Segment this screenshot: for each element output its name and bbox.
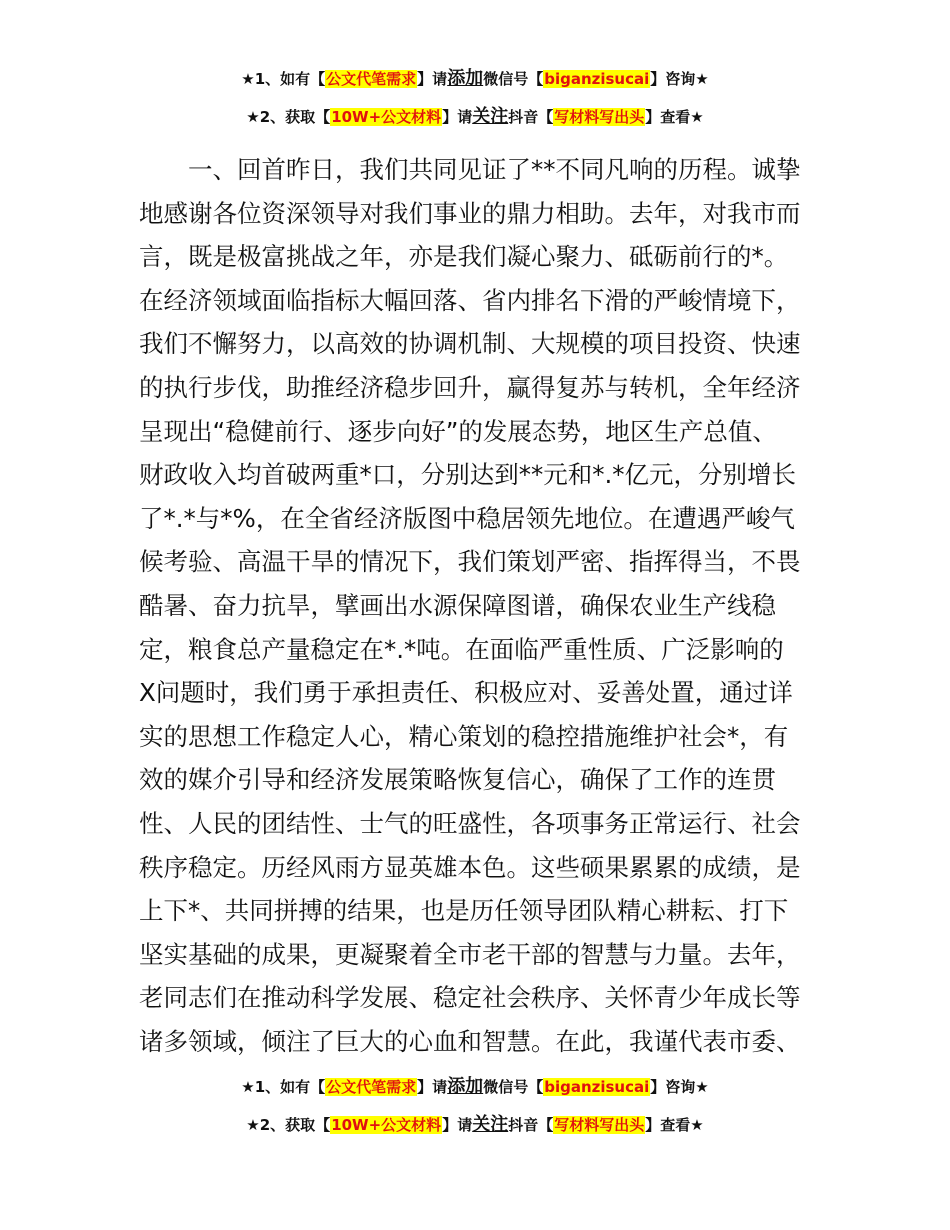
promo-text: 】请 xyxy=(417,70,448,88)
body-line: 酷暑、奋力抗旱，擘画出水源保障图谱，确保农业生产线稳 xyxy=(139,590,776,620)
body-line: 财政收入均首破两重*口，分别达到**元和*.*亿元，分别增长 xyxy=(139,460,797,490)
footer-promo-line-2 xyxy=(0,1114,950,1136)
promo-underlined: 关注 xyxy=(472,106,509,127)
body-line: 实的思想工作稳定人心，精心策划的稳控措施维护社会*，有 xyxy=(139,721,789,751)
body-line: 的执行步伐，助推经济稳步回升，赢得复苏与转机，全年经济 xyxy=(139,372,801,402)
body-line: 诸多领域，倾注了巨大的心血和智慧。在此，我谨代表市委、 xyxy=(139,1026,801,1056)
header-promo-line-2 xyxy=(0,106,950,128)
header-promo-line-1 xyxy=(0,68,950,90)
body-line: 定，粮食总产量稳定在*.*吨。在面临严重性质、广泛影响的 xyxy=(139,634,784,664)
body-line: 候考验、高温干旱的情况下，我们策划严密、指挥得当，不畏 xyxy=(139,547,801,577)
body-line: 性、人民的团结性、士气的旺盛性，各项事务正常运行、社会 xyxy=(139,808,801,838)
promo-text: ★2、获取【 xyxy=(246,1116,331,1134)
promo-underlined: 关注 xyxy=(472,1114,509,1135)
promo-text: 】请 xyxy=(442,1116,473,1134)
promo-highlight: 公文代笔需求 xyxy=(326,70,417,88)
promo-underlined: 添加 xyxy=(447,68,484,89)
body-line: 秩序稳定。历经风雨方显英雄本色。这些硕果累累的成绩，是 xyxy=(139,852,801,882)
body-line: 老同志们在推动科学发展、稳定社会秩序、关怀青少年成长等 xyxy=(139,983,801,1013)
body-line: X问题时，我们勇于承担责任、积极应对、妥善处置，通过详 xyxy=(139,678,793,708)
promo-highlight-wechat-id: biganzisucai xyxy=(544,70,650,88)
promo-underlined: 添加 xyxy=(447,1076,484,1097)
promo-text: ★1、如有【 xyxy=(241,70,326,88)
promo-highlight-douyin: 写材料写出头 xyxy=(554,108,645,126)
promo-text: ★2、获取【 xyxy=(246,108,331,126)
footer-promo-line-1 xyxy=(0,1076,950,1098)
promo-highlight: 10W+公文材料 xyxy=(331,1116,442,1134)
promo-text: 】查看★ xyxy=(645,1116,704,1134)
promo-text: 抖音【 xyxy=(508,108,554,126)
body-line: 坚实基础的成果，更凝聚着全市老干部的智慧与力量。去年， xyxy=(139,939,801,969)
body-line: 在经济领域面临指标大幅回落、省内排名下滑的严峻情境下， xyxy=(139,285,801,315)
promo-text: 微信号【 xyxy=(483,70,544,88)
body-line: 效的媒介引导和经济发展策略恢复信心，确保了工作的连贯 xyxy=(139,765,776,795)
body-line: 上下*、共同拼搏的结果，也是历任领导团队精心耕耘、打下 xyxy=(139,896,789,926)
promo-text: 】咨询★ xyxy=(650,1078,709,1096)
promo-highlight-wechat-id: biganzisucai xyxy=(544,1078,650,1096)
promo-text: 】请 xyxy=(417,1078,448,1096)
document-body xyxy=(139,148,819,1063)
promo-text: 】查看★ xyxy=(645,108,704,126)
body-line: 了*.*与*%，在全省经济版图中稳居领先地位。在遭遇严峻气 xyxy=(139,503,795,533)
promo-highlight: 公文代笔需求 xyxy=(326,1078,417,1096)
promo-highlight: 10W+公文材料 xyxy=(331,108,442,126)
promo-highlight-douyin: 写材料写出头 xyxy=(554,1116,645,1134)
body-line: 言，既是极富挑战之年，亦是我们凝心聚力、砥砺前行的*。 xyxy=(139,242,789,272)
body-line: 一、回首昨日，我们共同见证了**不同凡响的历程。诚挚 xyxy=(139,155,801,184)
body-line: 我们不懈努力，以高效的协调机制、大规模的项目投资、快速 xyxy=(139,329,801,359)
promo-text: 抖音【 xyxy=(508,1116,554,1134)
body-line: 地感谢各位资深领导对我们事业的鼎力相助。去年，对我市而 xyxy=(139,198,801,228)
body-line: 呈现出“稳健前行、逐步向好”的发展态势，地区生产总值、 xyxy=(139,416,777,446)
promo-text: ★1、如有【 xyxy=(241,1078,326,1096)
promo-text: 】请 xyxy=(442,108,473,126)
promo-text: 微信号【 xyxy=(483,1078,544,1096)
promo-text: 】咨询★ xyxy=(650,70,709,88)
